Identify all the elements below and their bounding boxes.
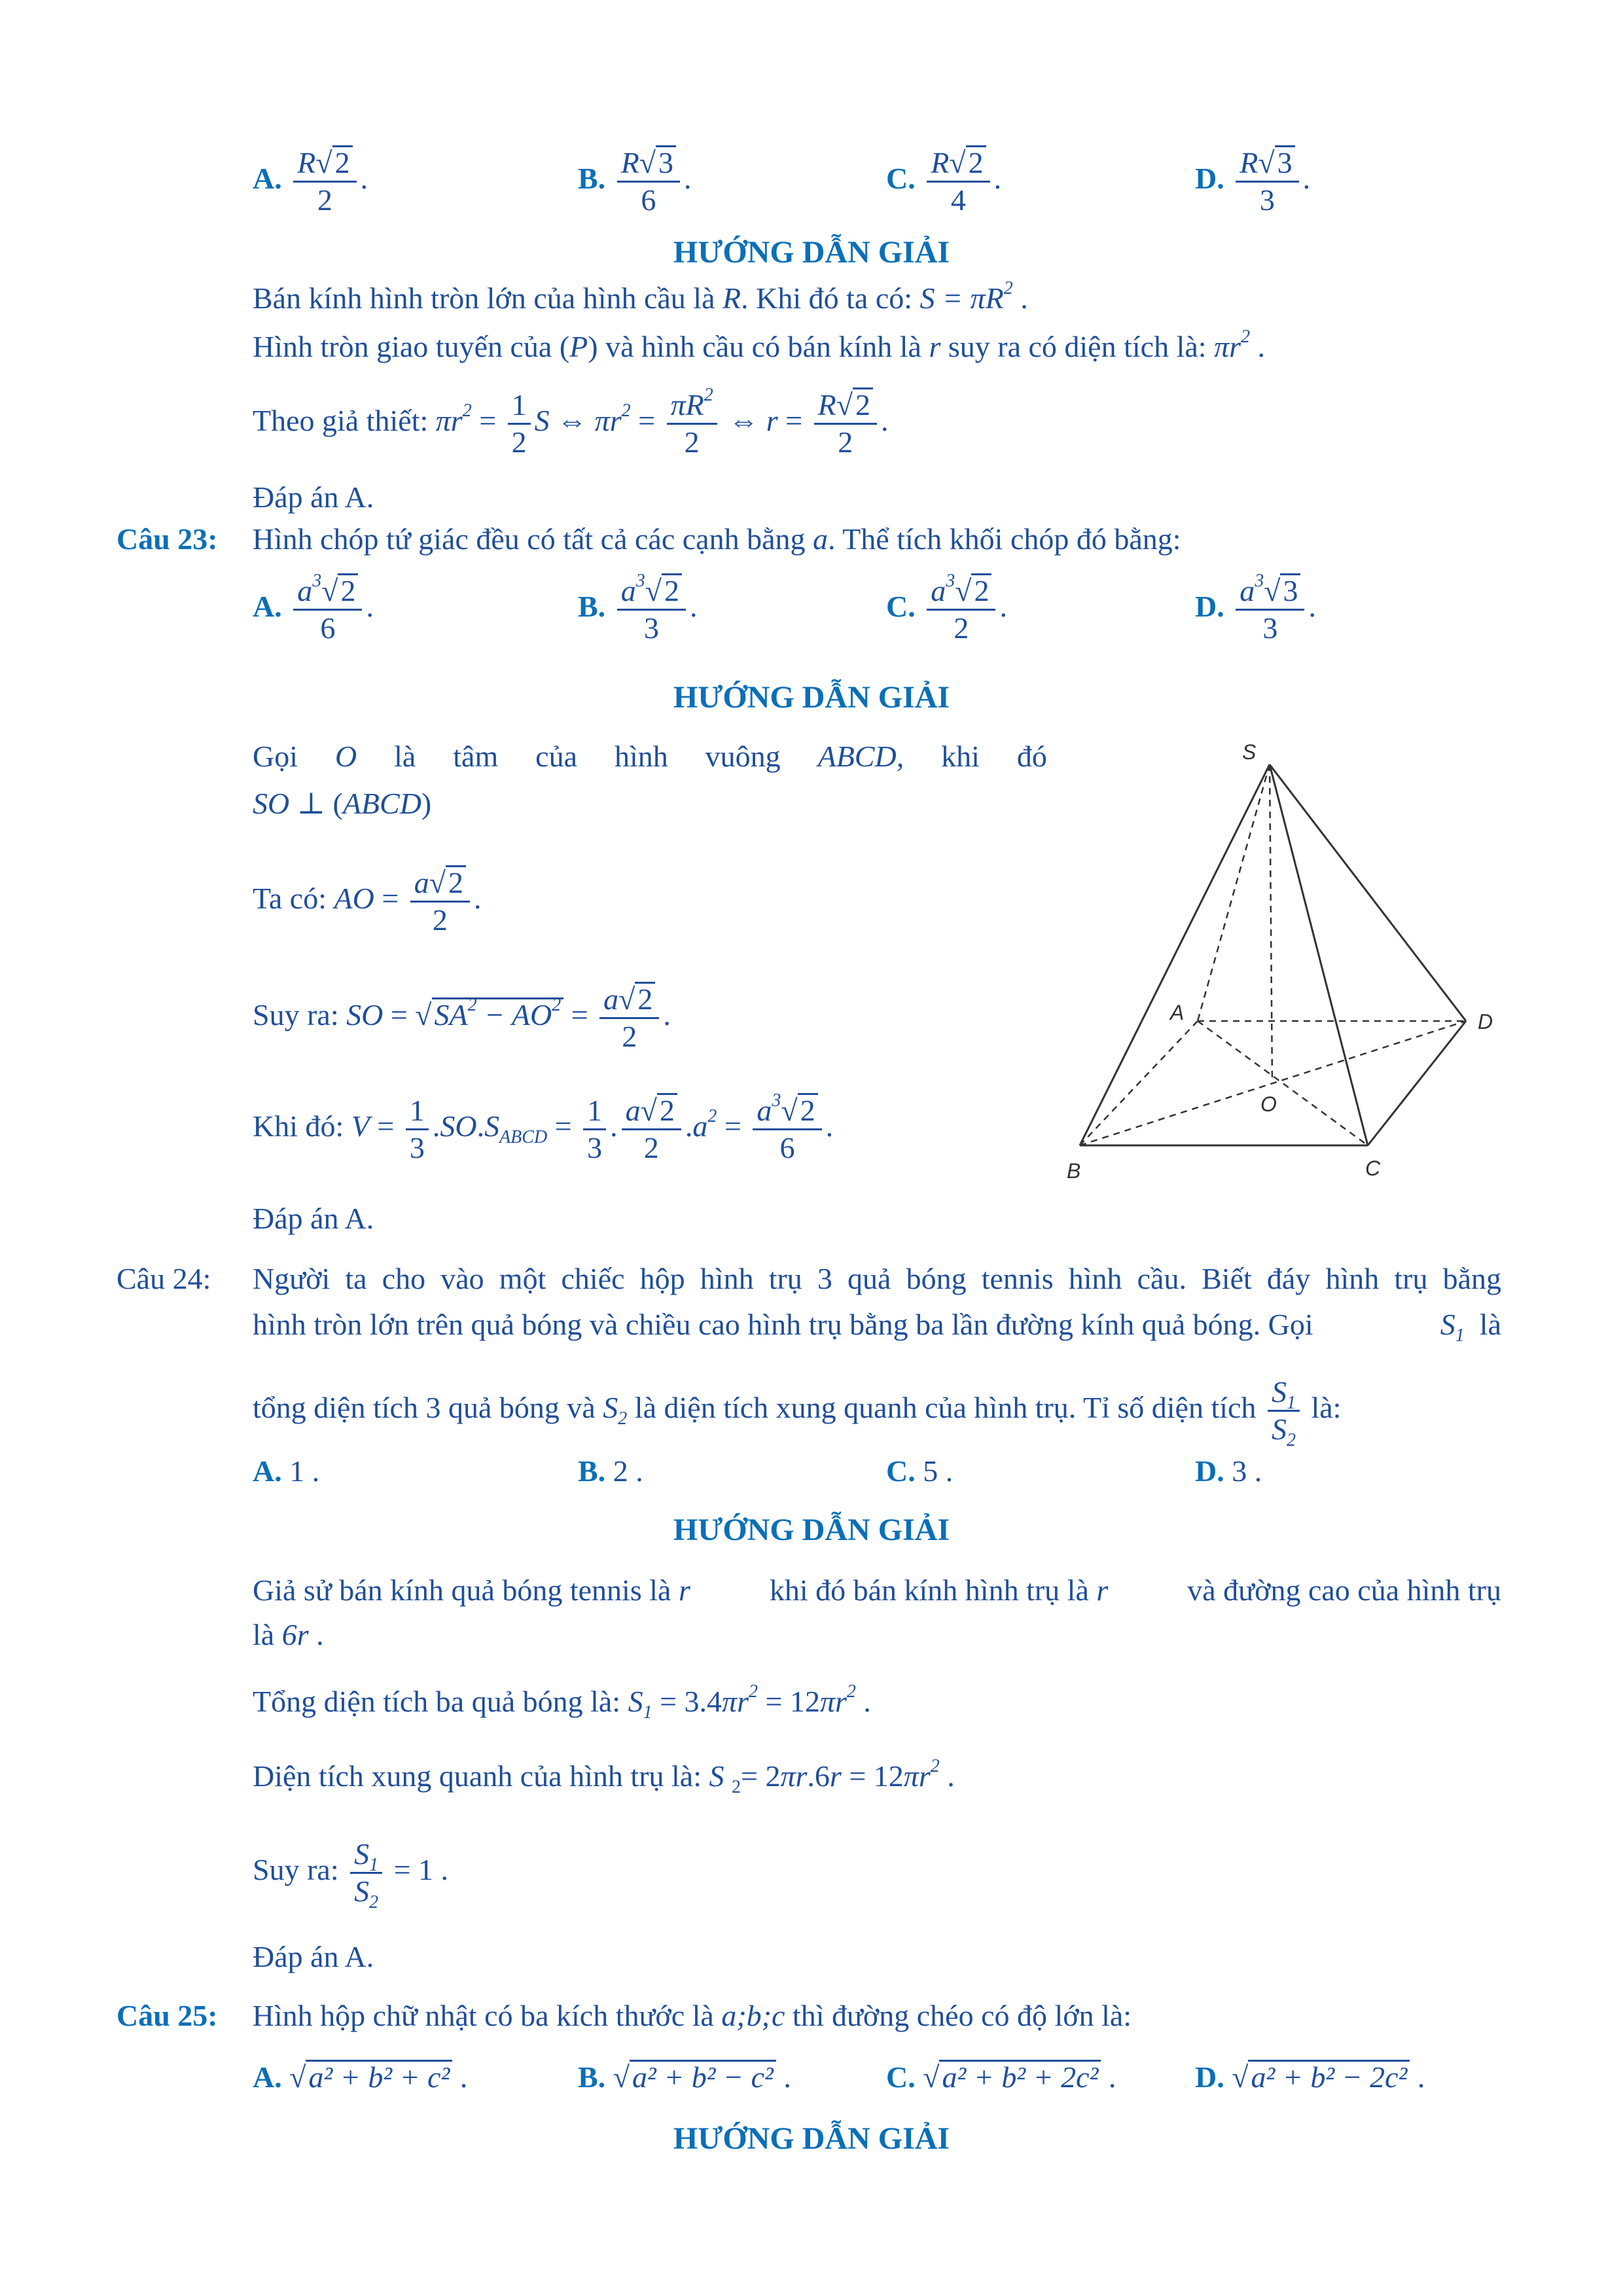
edge-sb <box>1080 764 1270 1145</box>
q24-option-d: D. 3 . <box>1195 1454 1262 1488</box>
q24-option-c: C. 5 . <box>886 1454 954 1488</box>
q22-option-d: D. $\frac{R√3}{3}$ . <box>1195 146 1311 217</box>
q24-solution-line4: Suy ra: $\frac{S_1}{S_2}$ = 1 . <box>253 1837 449 1912</box>
vertex-label-c: C <box>1365 1157 1381 1180</box>
vertex-label-s: S <box>1242 740 1257 764</box>
q24-label: Câu 24: <box>116 1262 211 1295</box>
q23-option-a: A. $\frac{a^3√2}{6}$ . <box>253 571 374 645</box>
vertex-label-o: O <box>1260 1092 1277 1116</box>
q24-option-b: B. 2 . <box>578 1454 643 1488</box>
diagonal-ac <box>1198 1021 1368 1145</box>
q23-solution-line3: Suy ra: SO = $√SA^2 - AO^2$ = $\frac{a√2}{2}$ . <box>253 982 671 1053</box>
q25-option-a: A. √a² + b² + c² . <box>253 2060 468 2094</box>
q24-stem-line3: tổng diện tích 3 quả bóng và $S_2$ là diện tích xung quanh của hình trụ. Tỉ số diện tích $\frac{S_1}{S_2}$ là: <box>253 1375 1342 1450</box>
vertex-label-a: A <box>1170 1001 1185 1024</box>
edge-sd <box>1270 764 1466 1021</box>
edge-sc <box>1270 764 1368 1145</box>
q22-solution-line3: Theo giả thiết: $\pi r^2$ = $\frac{1}{2}$ S ⇔ $\pi r^2$ = $\frac{\pi R^2}{2}$ ⇔ r = $\frac{R√2}{2}$ . <box>253 385 889 459</box>
edge-cd <box>1368 1021 1466 1145</box>
q25-stem: Câu 25: Hình hộp chữ nhật có ba kích thước là a;b;c thì đường chéo có độ lớn là: <box>116 1999 1132 2032</box>
q22-solution-line1: Bán kính hình tròn lớn của hình cầu là R. Khi đó ta có: $S = \pi R^2$ . <box>253 278 1028 315</box>
q22-solution-heading: HƯỚNG DẪN GIẢI <box>673 235 950 270</box>
q24-solution-line1: Giả sử bán kính quả bóng tennis là r khi đó bán kính hình trụ là r và đường cao của hình trụ <box>253 1573 1501 1607</box>
q24-stem-line1: Người ta cho vào một chiếc hộp hình trụ 3 quả bóng tennis hình cầu. Biết đáy hình trụ bằng <box>253 1262 1501 1295</box>
pyramid-figure <box>1054 733 1512 1204</box>
q23-option-b: B. $\frac{a^3√2}{3}$ . <box>578 571 698 645</box>
q23-option-d: D. $\frac{a^3√3}{3}$ . <box>1195 571 1316 645</box>
q25-solution-heading: HƯỚNG DẪN GIẢI <box>673 2121 950 2156</box>
height-so <box>1270 764 1272 1083</box>
q25-option-c: C. √a² + b² + 2c² . <box>886 2060 1116 2094</box>
q22-option-a: A. $\frac{R√2}{2}$ . <box>253 146 368 217</box>
q25-option-b: B. √a² + b² − c² . <box>578 2060 791 2094</box>
vertex-label-b: B <box>1067 1159 1081 1183</box>
q23-solution-line2: Ta có: AO = $\frac{a√2}{2}$ . <box>253 866 482 937</box>
q23-solution-line1: Gọi O là tâm của hình vuông ABCD, khi đó <box>253 740 1047 773</box>
q22-solution-line2: Hình tròn giao tuyến của (P) và hình cầu có bán kính là r suy ra có diện tích là: $\pi r^2$ . <box>253 327 1266 363</box>
q23-answer: Đáp án A. <box>253 1202 374 1235</box>
vertex-label-d: D <box>1478 1010 1493 1033</box>
q24-option-a: A. 1 . <box>253 1454 320 1488</box>
q23-solution-heading: HƯỚNG DẪN GIẢI <box>673 680 950 715</box>
edge-sa <box>1198 764 1270 1021</box>
q24-solution-line3: Diện tích xung quanh của hình trụ là: S $_2= 2\pi r.6r = 12\pi r^2$ . <box>253 1756 955 1797</box>
q24-answer: Đáp án A. <box>253 1940 374 1973</box>
q22-option-b: B. $\frac{R√3}{6}$ . <box>578 146 692 217</box>
q24-solution-heading: HƯỚNG DẪN GIẢI <box>673 1513 950 1547</box>
q24-stem-line2: hình tròn lớn trên quả bóng và chiều cao hình trụ bằng ba lần đường kính quả bóng. Gọi $S_1$ là <box>253 1308 1501 1346</box>
q24-solution-line2: Tổng diện tích ba quả bóng là: $S_1 = 3.4\pi r^2 = 12\pi r^2$ . <box>253 1681 871 1723</box>
q22-option-c: C. $\frac{R√2}{4}$ . <box>886 146 1002 217</box>
q25-option-d: D. √a² + b² − 2c² . <box>1195 2060 1425 2094</box>
q23-option-c: C. $\frac{a^3√2}{2}$ . <box>886 571 1007 645</box>
q24-solution-line1b: là 6r . <box>253 1618 324 1651</box>
q22-answer: Đáp án A. <box>253 480 374 514</box>
q23-stem: Câu 23: Hình chóp tứ giác đều có tất cả các cạnh bằng a. Thể tích khối chóp đó bằng: <box>116 522 1181 556</box>
q23-solution-line4: Khi đó: V = $\frac{1}{3}$ $.SO.S_{ABCD}$ = $\frac{1}{3}$ . $\frac{a√2}{2}$ $.a^2$ = $\frac{a^3√2}{6}$ . <box>253 1090 834 1164</box>
q23-solution-so-perp: SO ⊥ (ABCD) <box>253 787 432 820</box>
